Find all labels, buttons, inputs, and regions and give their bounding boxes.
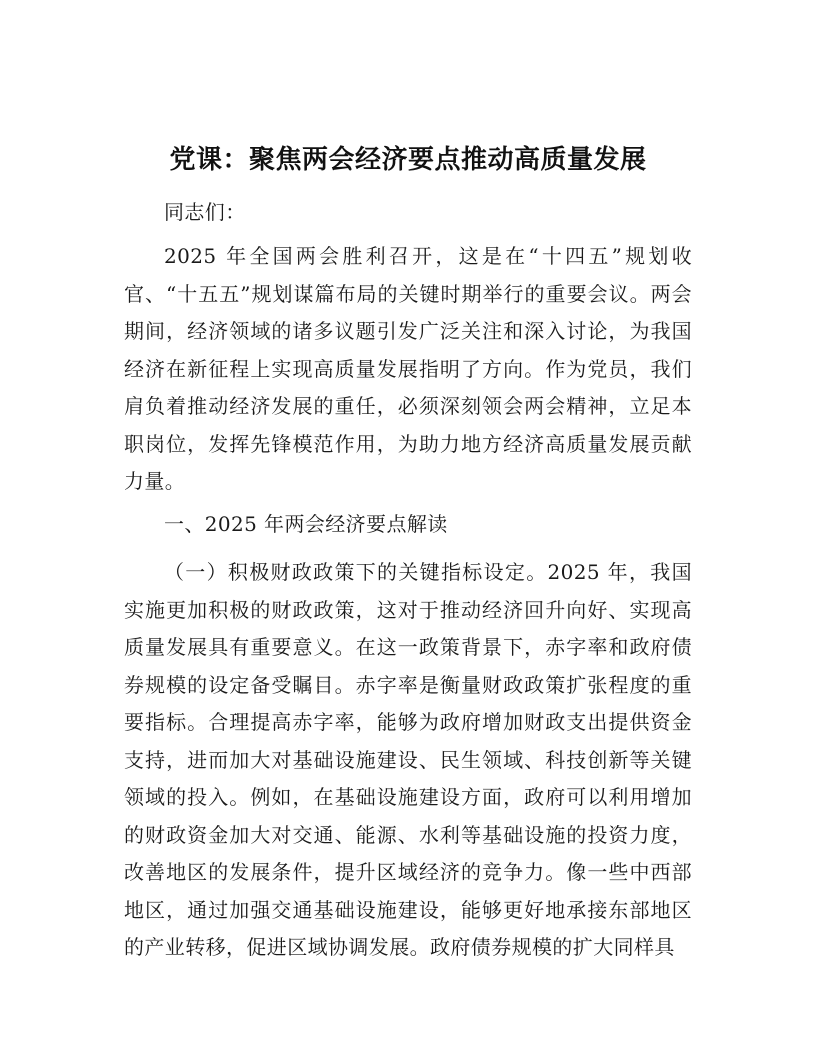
- salutation: 同志们：: [164, 200, 246, 224]
- paragraph-intro: 2025 年全国两会胜利召开，这是在“十四五”规划收官、“十五五”规划谋篇布局的关键时期举行的重要会议。两会期间，经济领域的诸多议题引发广泛关注和深入讨论，为我国经济在新征程上实现高质量发展指明了方向。作为党员，我们肩负着推动经济发展的重任，必须深刻领会两会精神，立足本职岗位，发挥先锋模范作用，为助力地方经济高质量发展贡献力量。: [124, 244, 692, 493]
- paragraph-fiscal-policy: （一）积极财政政策下的关键指标设定。2025 年，我国实施更加积极的财政政策，这对于推动经济回升向好、实现高质量发展具有重要意义。在这一政策背景下，赤字率和政府债券规模的设定备受瞩目。赤字率是衡量财政政策扩张程度的重要指标。合理提高赤字率，能够为政府增加财政支出提供资金支持，进而加大对基础设施建设、民生领域、科技创新等关键领域的投入。例如，在基础设施建设方面，政府可以利用增加的财政资金加大对交通、能源、水利等基础设施的投资力度，改善地区的发展条件，提升区域经济的竞争力。像一些中西部地区，通过加强交通基础设施建设，能够更好地承接东部地区的产业转移，促进区域协调发展。政府债券规模的扩大同样具: [124, 560, 692, 959]
- section-heading: 一、2025 年两会经济要点解读: [164, 512, 448, 536]
- document-title: 党课：聚焦两会经济要点推动高质量发展: [169, 145, 647, 175]
